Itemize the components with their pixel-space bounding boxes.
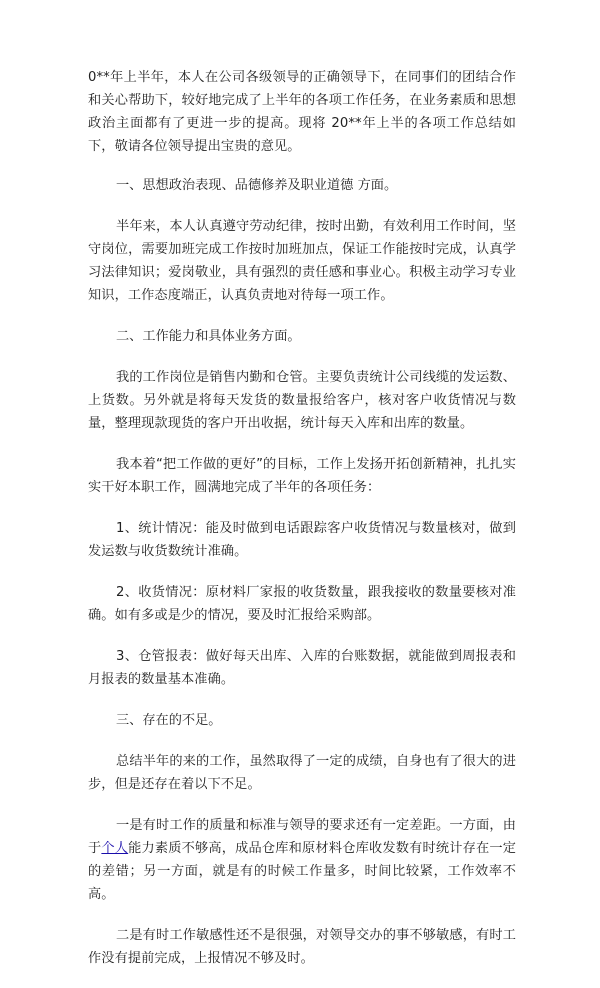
section-heading-3: 三、存在的不足。 <box>116 713 222 728</box>
paragraph-shortcoming-2: 二是有时工作敏感性还不是很强，对领导交办的事不够敏感，有时工作没有提前完成，上报情况不够及时。 <box>88 928 516 966</box>
shortcoming-1-text-start: 一是有时工作的质量和标准与领导的要求还有一定差距。一方面，由于 <box>88 818 516 856</box>
paragraph-shortcoming-1 <box>88 814 516 906</box>
paragraph-goal: 我本着“把工作做的更好”的目标，工作上发扬开拓创新精神，扎扎实实干好本职工作，圆满地完成了半年的各项任务： <box>88 457 516 495</box>
list-item-statistics: 1、统计情况：能及时做到电话跟踪客户收货情况与数量核对，做到发运数与收货数统计准确。 <box>88 521 516 559</box>
shortcoming-1-text-end: 能力素质不够高，成品仓库和原材料仓库收发数有时统计存在一定的差错；另一方面，就是有的时候工作量多，时间比较紧，工作效率不高。 <box>88 841 517 902</box>
list-item-receiving: 2、收货情况：原材料厂家报的收货数量，跟我接收的数量要核对准确。如有多或是少的情况，要及时汇报给采购部。 <box>88 585 516 623</box>
section-heading-2: 二、工作能力和具体业务方面。 <box>116 329 301 344</box>
paragraph-shortcomings-intro: 总结半年的来的工作，虽然取得了一定的成绩，自身也有了很大的进步，但是还存在着以下不足。 <box>88 754 516 792</box>
personal-link[interactable]: 个人 <box>101 841 129 856</box>
paragraph-duties: 我的工作岗位是销售内勤和仓管。主要负责统计公司线缆的发运数、上货数。另外就是将每天发货的数量报给客户，核对客户收货情况与数量，整理现款现货的客户开出收据，统计每天入库和出库的数量。 <box>88 370 516 431</box>
paragraph-conduct: 半年来，本人认真遵守劳动纪律，按时出勤，有效利用工作时间，坚守岗位，需要加班完成工作按时加班加点，保证工作能按时完成，认真学习法律知识；爱岗敬业，具有强烈的责任感和事业心。积极主动学习专业知识，工作态度端正，认真负责地对待每一项工作。 <box>88 219 516 303</box>
list-item-reports: 3、仓管报表：做好每天出库、入库的台账数据，就能做到周报表和月报表的数量基本准确。 <box>88 649 516 687</box>
intro-paragraph: 0**年上半年，本人在公司各级领导的正确领导下，在同事们的团结合作 和关心帮助下，较好地完成了上半年的各项工作任务，在业务素质和思想政治主面都有了更进一步的提高。现将 20**年上半的各项工作总结如下，敬请各位领导提出宝贵的意见。 <box>88 70 516 154</box>
section-heading-1: 一、思想政治表现、品德修养及职业道德 方面。 <box>116 178 398 193</box>
document-body <box>88 66 516 988</box>
